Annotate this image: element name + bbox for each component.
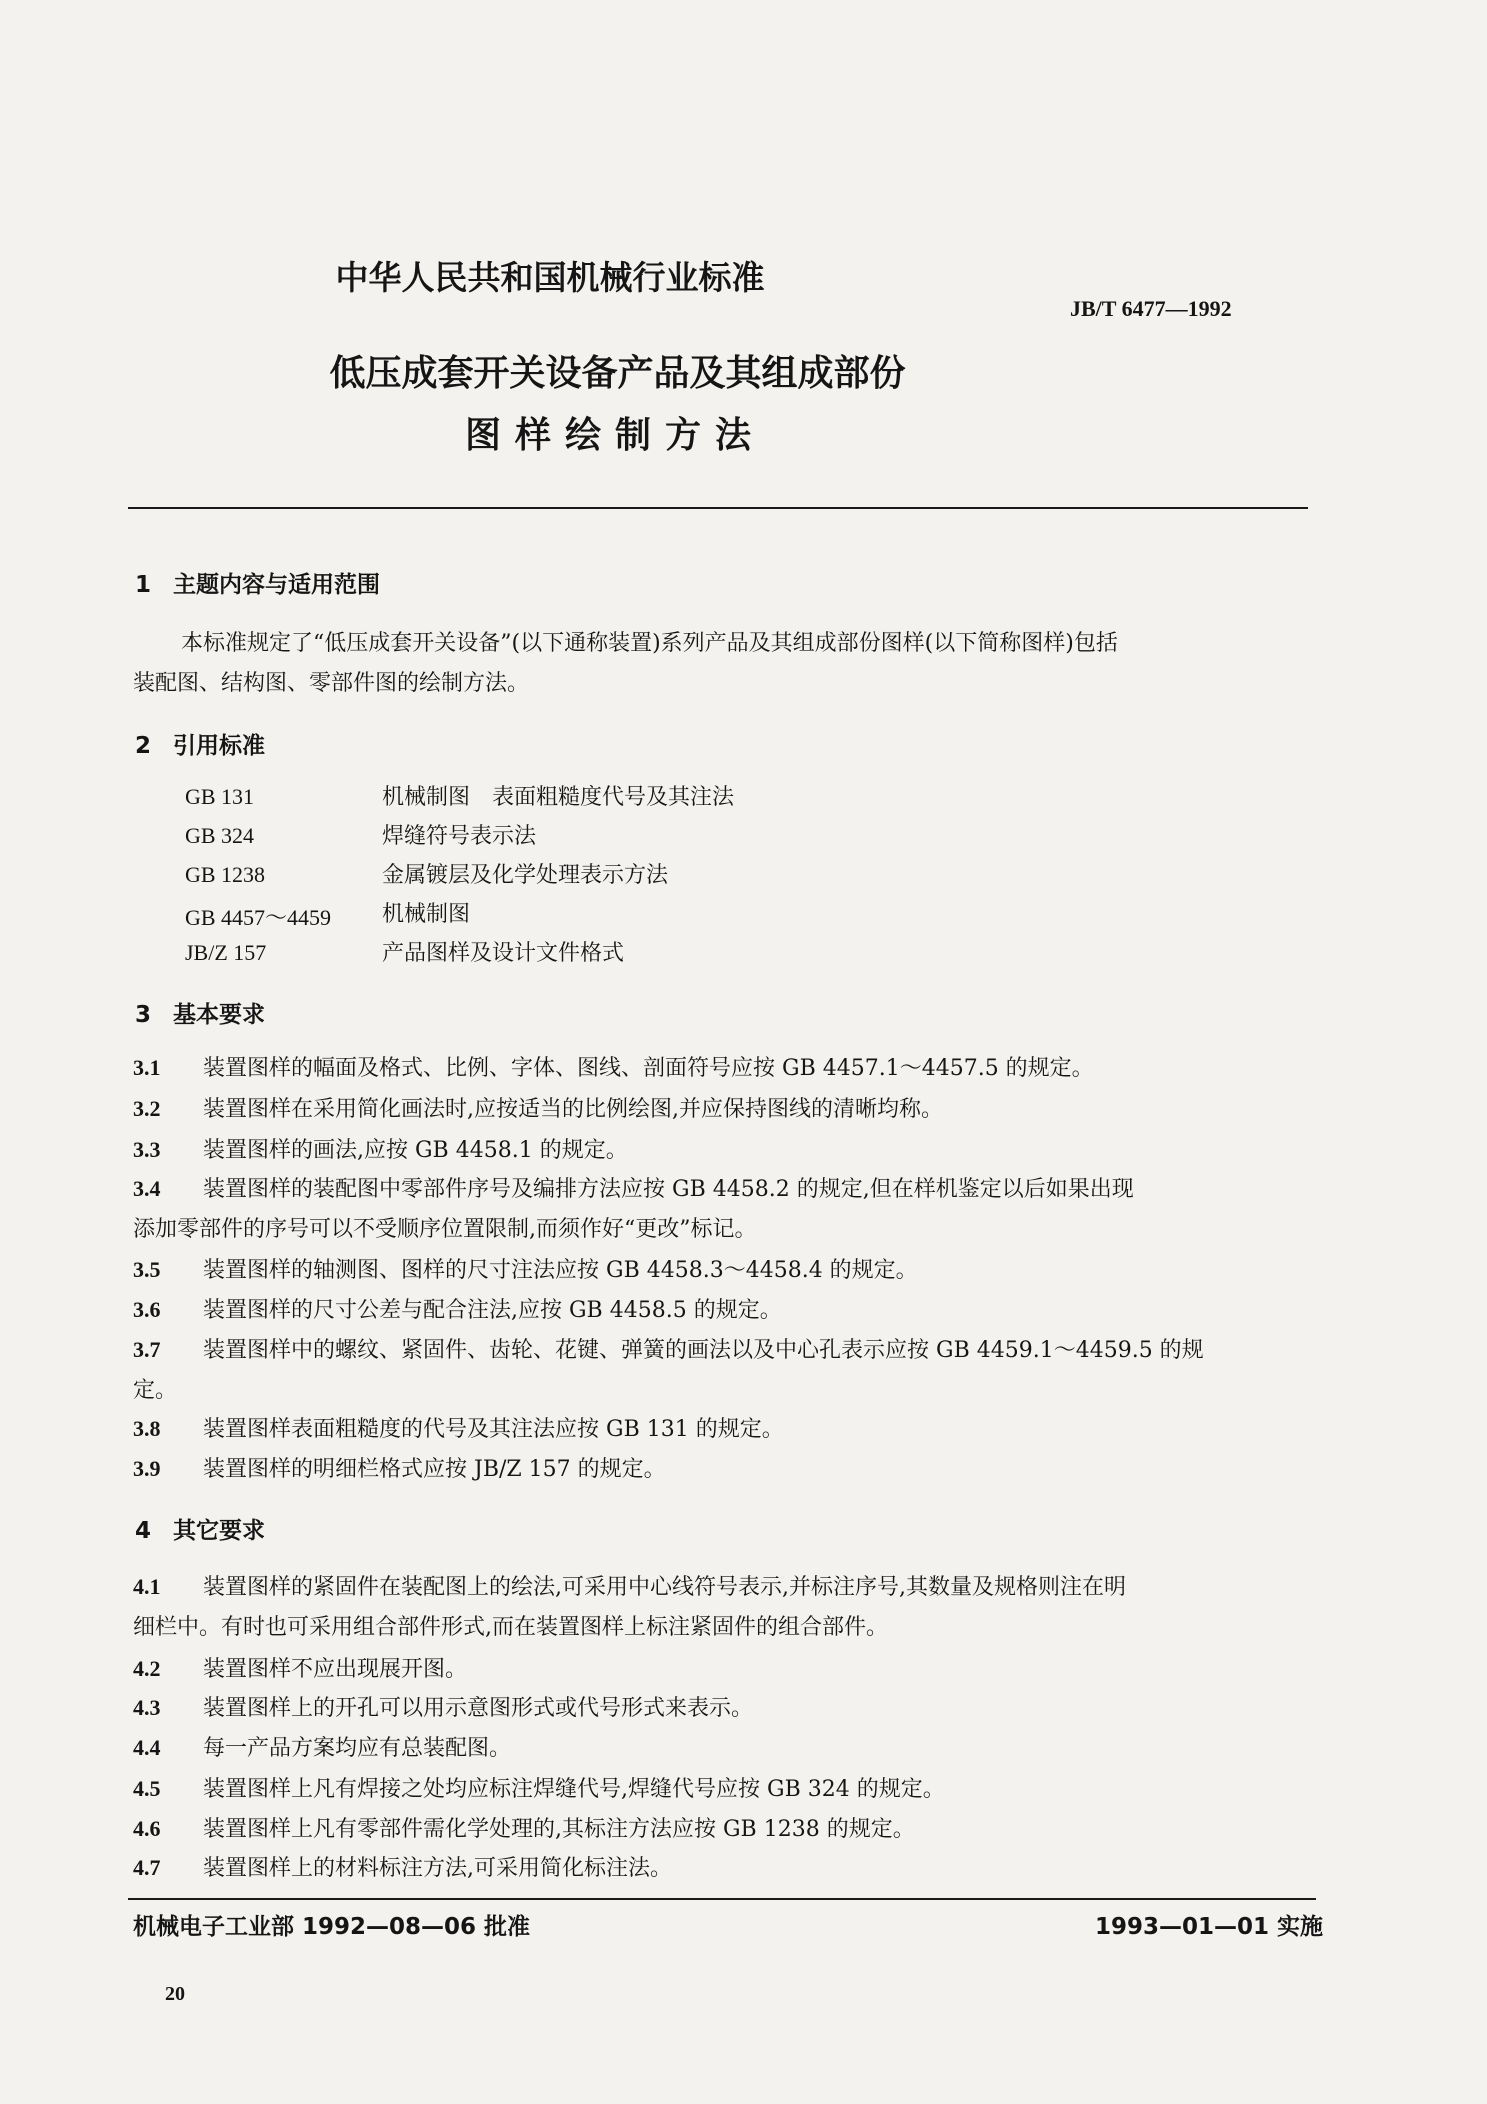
list-item: 4.5 装置图样上凡有焊接之处均应标注焊缝代号,焊缝代号应按 GB 324 的规定。 (133, 1776, 945, 1802)
document-title-line1: 低压成套开关设备产品及其组成部份 (329, 353, 906, 394)
list-item-continuation: 定。 (133, 1378, 178, 1403)
page-number: 20 (165, 1983, 185, 2005)
list-item: 4.1 装置图样的紧固件在装配图上的绘法,可采用中心线符号表示,并标注序号,其数量及规格则注在明 (133, 1574, 1126, 1600)
ref-code: GB 131 (185, 784, 255, 809)
list-item: 4.2 装置图样不应出现展开图。 (133, 1656, 468, 1682)
ref-code: JB/Z 157 (185, 940, 267, 965)
ref-title: 金属镀层及化学处理表示方法 (382, 863, 669, 888)
document-title-line2: 图样绘制方法 (464, 415, 765, 456)
list-item: 4.3 装置图样上的开孔可以用示意图形式或代号形式来表示。 (133, 1695, 754, 1721)
section-1-paragraph-line2: 装配图、结构图、零部件图的绘制方法。 (133, 671, 530, 696)
list-item: 3.4 装置图样的装配图中零部件序号及编排方法应按 GB 4458.2 的规定,但在样机鉴定以后如果出现 (133, 1176, 1134, 1202)
list-item: 3.9 装置图样的明细栏格式应按 JB/Z 157 的规定。 (133, 1456, 666, 1482)
list-item: 3.8 装置图样表面粗糙度的代号及其注法应按 GB 131 的规定。 (133, 1416, 784, 1442)
ref-code: GB 324 (185, 823, 255, 848)
ref-code: GB 4457～4459 (185, 905, 332, 930)
list-item: 4.6 装置图样上凡有零部件需化学处理的,其标注方法应按 GB 1238 的规定。 (133, 1816, 915, 1842)
section-4-heading: 4 其它要求 (135, 1518, 265, 1544)
approval-line: 机械电子工业部 1992—08—06 批准 (133, 1914, 531, 1940)
list-item: 3.3 装置图样的画法,应按 GB 4458.1 的规定。 (133, 1137, 628, 1163)
list-item-continuation: 添加零部件的序号可以不受顺序位置限制,而须作好“更改”标记。 (133, 1217, 757, 1242)
footer-divider (128, 1898, 1316, 1900)
list-item: 4.4 每一产品方案均应有总装配图。 (133, 1735, 512, 1761)
ref-title: 产品图样及设计文件格式 (382, 941, 625, 966)
ref-title: 机械制图 表面粗糙度代号及其注法 (382, 785, 735, 810)
list-item: 4.7 装置图样上的材料标注方法,可采用简化标注法。 (133, 1855, 672, 1881)
header-divider (128, 507, 1308, 509)
list-item-continuation: 细栏中。有时也可采用组合部件形式,而在装置图样上标注紧固件的组合部件。 (133, 1615, 888, 1640)
list-item: 3.7 装置图样中的螺纹、紧固件、齿轮、花键、弹簧的画法以及中心孔表示应按 GB 4459.1～4459.5 的规 (133, 1337, 1204, 1363)
ref-title: 机械制图 (382, 902, 471, 927)
section-3-heading: 3 基本要求 (135, 1002, 265, 1028)
ref-title: 焊缝符号表示法 (382, 824, 537, 849)
standard-code: JB/T 6477—1992 (1070, 296, 1232, 321)
list-item: 3.1 装置图样的幅面及格式、比例、字体、图线、剖面符号应按 GB 4457.1～4457.5 的规定。 (133, 1055, 1094, 1081)
org-title: 中华人民共和国机械行业标准 (335, 258, 765, 297)
list-item: 3.2 装置图样在采用简化画法时,应按适当的比例绘图,并应保持图线的清晰均称。 (133, 1096, 943, 1122)
section-1-heading: 1 主题内容与适用范围 (135, 572, 380, 598)
section-2-heading: 2 引用标准 (135, 733, 265, 759)
effective-date: 1993—01—01 实施 (1095, 1914, 1324, 1940)
list-item: 3.6 装置图样的尺寸公差与配合注法,应按 GB 4458.5 的规定。 (133, 1297, 782, 1323)
section-1-paragraph-line1: 本标准规定了“低压成套开关设备”(以下通称装置)系列产品及其组成部份图样(以下简称图样)包括 (181, 631, 1118, 656)
list-item: 3.5 装置图样的轴测图、图样的尺寸注法应按 GB 4458.3～4458.4 的规定。 (133, 1257, 918, 1283)
ref-code: GB 1238 (185, 862, 266, 887)
